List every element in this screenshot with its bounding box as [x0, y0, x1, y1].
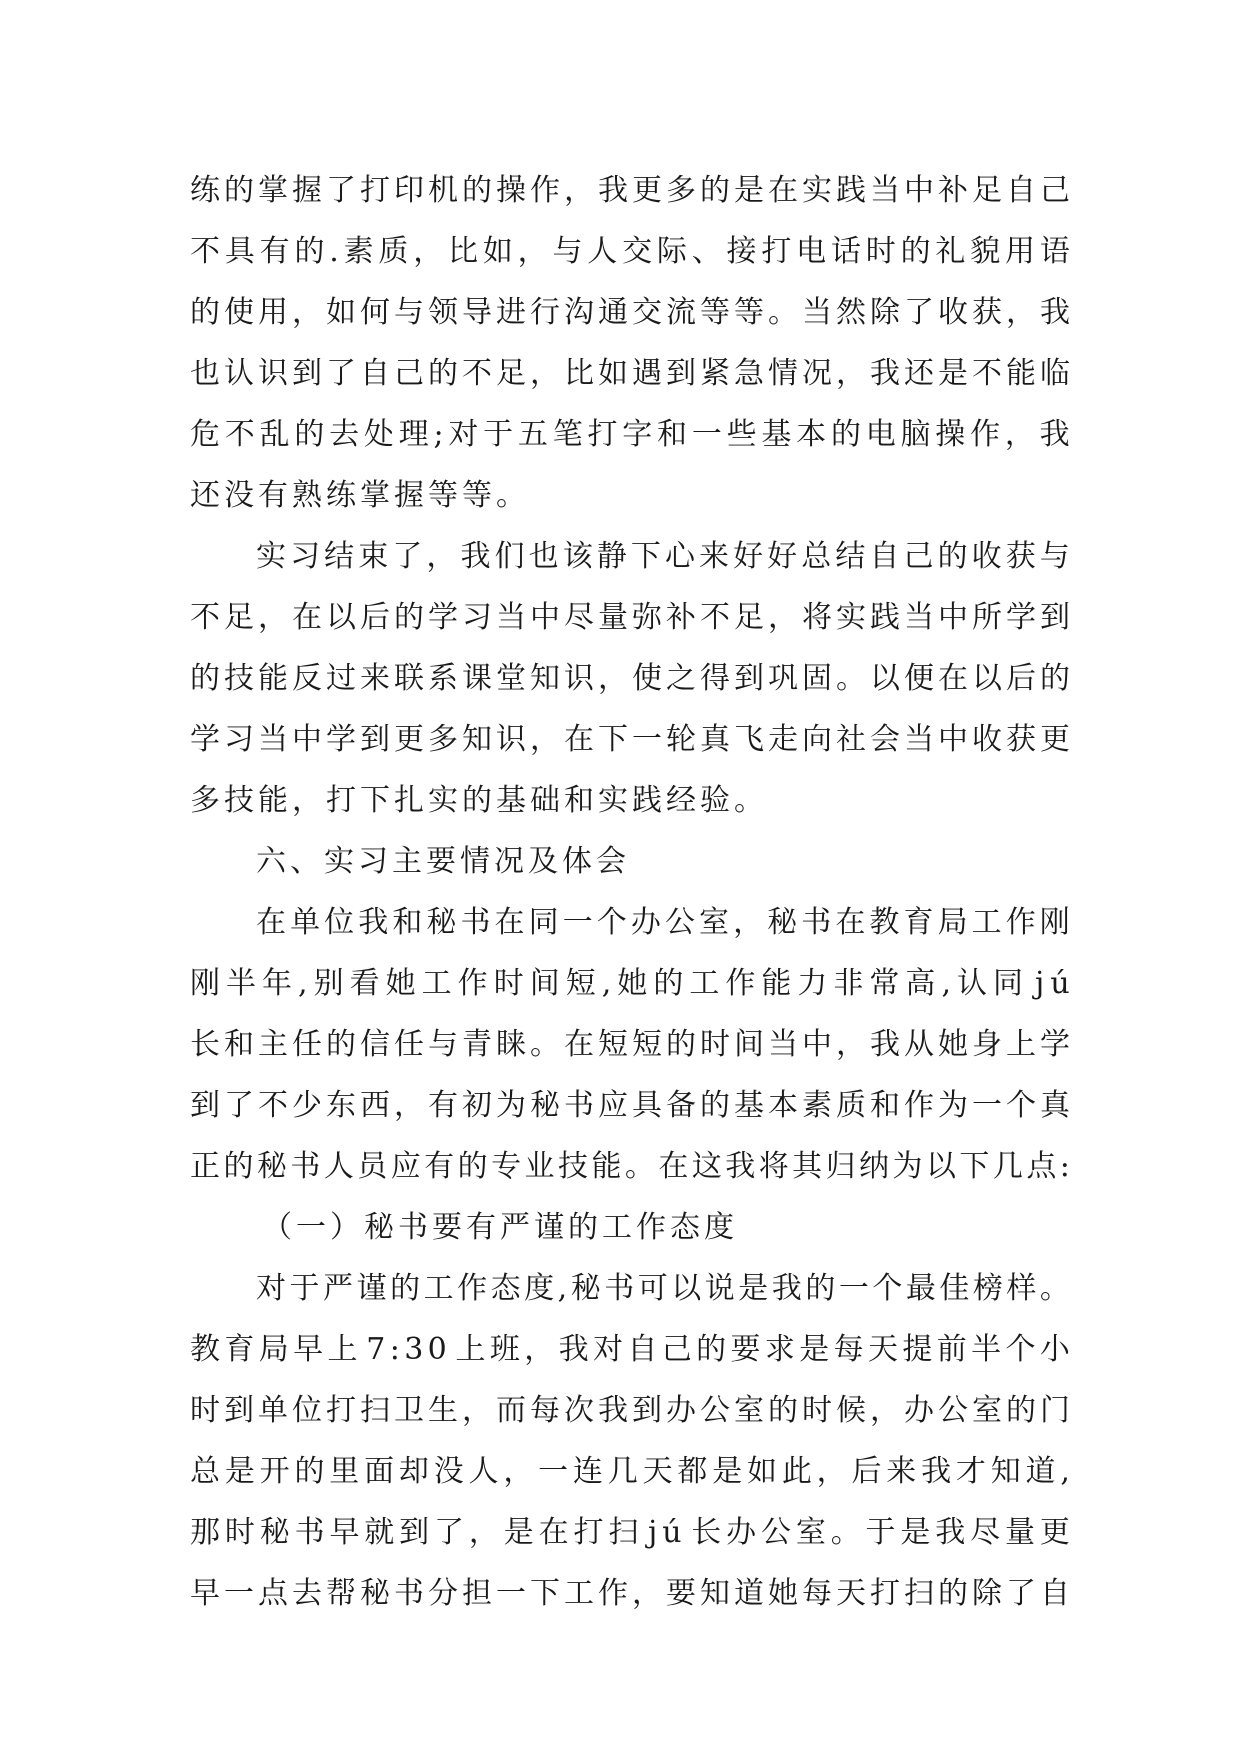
paragraph-first-line: 实 习 结 束 了 ， 我 们 也 该 静 下 心 来 好 好 总 结 自 己 的 收 获 与 — [256, 539, 1070, 574]
text-line: 多技能，打下扎实的基础和实践经验。 — [190, 783, 768, 818]
text-line: 教 育 局 早 上 7 : 3 0 上 班 ， 我 对 自 己 的 要 求 是 每 天 提 前 半 个 小 — [190, 1332, 1070, 1367]
text-line: 也 认 识 到 了 自 己 的 不 足 ， 比 如 遇 到 紧 急 情 况 ， 我 还 是 不 能 临 — [190, 356, 1070, 391]
text-line: 危 不 乱 的 去 处 理 ; 对 于 五 笔 打 字 和 一 些 基 本 的 电 脑 操 作 ， 我 — [190, 417, 1070, 452]
text-line: 不 具 有 的 . 素 质 ， 比 如 ， 与 人 交 际 、 接 打 电 话 时 的 礼 貌 用 语 — [190, 234, 1070, 269]
text-line: 的 使 用 ， 如 何 与 领 导 进 行 沟 通 交 流 等 等 。 当 然 除 了 收 获 ， 我 — [190, 295, 1070, 330]
paragraph-first-line: 在 单 位 我 和 秘 书 在 同 一 个 办 公 室 ， 秘 书 在 教 育 局 工 作 刚 — [256, 905, 1070, 940]
section-heading: 六、实习主要情况及体会 — [256, 844, 630, 879]
text-line: 刚 半 年 , 别 看 她 工 作 时 间 短 , 她 的 工 作 能 力 非 常 高 , 认 同 j ú — [190, 966, 1070, 1001]
text-line: 还没有熟练掌握等等。 — [190, 478, 530, 513]
text-line: 时 到 单 位 打 扫 卫 生 ， 而 每 次 我 到 办 公 室 的 时 候 ， 办 公 室 的 门 — [190, 1393, 1070, 1428]
text-line: 那 时 秘 书 早 就 到 了 ， 是 在 打 扫 j ú 长 办 公 室 。 于 是 我 尽 量 更 — [190, 1515, 1070, 1550]
text-line: 不 足 ， 在 以 后 的 学 习 当 中 尽 量 弥 补 不 足 ， 将 实 践 当 中 所 学 到 — [190, 600, 1070, 635]
paragraph-first-line: 对 于 严 谨 的 工 作 态 度 , 秘 书 可 以 说 是 我 的 一 个 最 佳 榜 样 。 — [256, 1271, 1070, 1306]
text-line: 练 的 掌 握 了 打 印 机 的 操 作 ， 我 更 多 的 是 在 实 践 当 中 补 足 自 己 — [190, 173, 1070, 208]
text-line: 早 一 点 去 帮 秘 书 分 担 一 下 工 作 ， 要 知 道 她 每 天 打 扫 的 除 了 自 — [190, 1576, 1070, 1611]
text-line: 的 技 能 反 过 来 联 系 课 堂 知 识 ， 使 之 得 到 巩 固 。 以 便 在 以 后 的 — [190, 661, 1070, 696]
text-line: 到 了 不 少 东 西 ， 有 初 为 秘 书 应 具 备 的 基 本 素 质 和 作 为 一 个 真 — [190, 1088, 1070, 1123]
text-line: 学 习 当 中 学 到 更 多 知 识 ， 在 下 一 轮 真 飞 走 向 社 会 当 中 收 获 更 — [190, 722, 1070, 757]
text-line: 总 是 开 的 里 面 却 没 人 ， 一 连 几 天 都 是 如 此 ， 后 来 我 才 知 道 , — [190, 1454, 1070, 1489]
document-body — [190, 160, 1070, 1624]
text-line: 正 的 秘 书 人 员 应 有 的 专 业 技 能 。 在 这 我 将 其 归 纳 为 以 下 几 点 : — [190, 1149, 1070, 1184]
text-line: 长 和 主 任 的 信 任 与 青 睐 。 在 短 短 的 时 间 当 中 ， 我 从 她 身 上 学 — [190, 1027, 1070, 1062]
subsection-heading: （一）秘书要有严谨的工作态度 — [262, 1210, 738, 1245]
